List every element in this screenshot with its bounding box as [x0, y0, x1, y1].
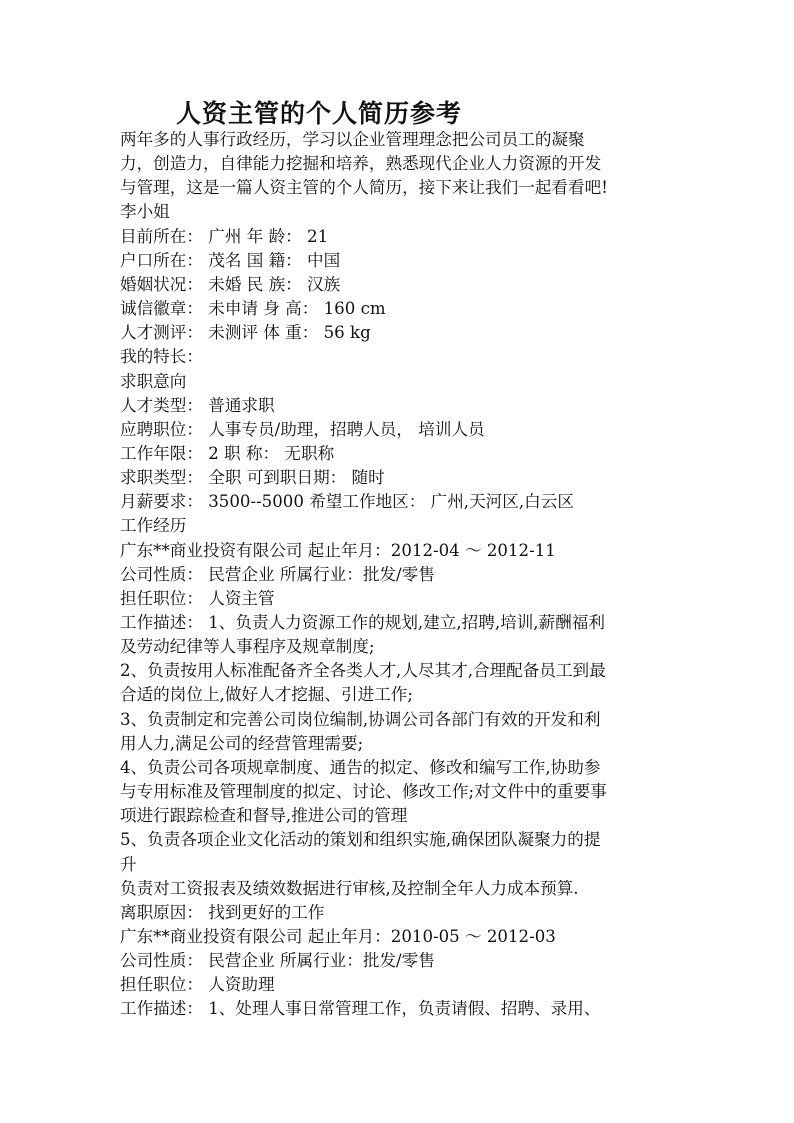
- text-line: [120, 611, 676, 635]
- text-line: [120, 394, 676, 418]
- text-line: [120, 683, 676, 707]
- text-line: [120, 418, 676, 442]
- text-line: [120, 176, 676, 200]
- text-line: [120, 756, 676, 780]
- text-line: [120, 973, 676, 997]
- text-line-content: 公司性质： 民营企业 所属行业：批发/零售: [120, 564, 435, 584]
- text-line: [120, 321, 676, 345]
- text-line: [120, 635, 676, 659]
- text-line: [120, 490, 676, 514]
- text-line: [120, 514, 676, 538]
- text-line: [120, 466, 676, 490]
- text-line-content: 目前所在： 广州 年 龄： 21: [120, 226, 329, 246]
- text-line: [120, 732, 676, 756]
- text-line-content: 4、负责公司各项规章制度、通告的拟定、修改和编写工作,协助参: [120, 757, 601, 777]
- text-line: [120, 949, 676, 973]
- text-line: [120, 345, 676, 369]
- text-line-content: 用人力,满足公司的经营管理需要;: [120, 733, 364, 753]
- text-line: [120, 273, 676, 297]
- text-line: [120, 708, 676, 732]
- text-line-content: 户口所在： 茂名 国 籍： 中国: [120, 250, 341, 270]
- text-line: [120, 297, 676, 321]
- text-line-content: 月薪要求： 3500--5000 希望工作地区： 广州,天河区,白云区: [120, 492, 574, 512]
- text-line: [120, 659, 676, 683]
- text-line-content: 公司性质： 民营企业 所属行业：批发/零售: [120, 951, 435, 971]
- text-line: [120, 997, 676, 1021]
- text-line-content: 及劳动纪律等人事程序及规章制度;: [120, 637, 375, 657]
- text-line: [120, 442, 676, 466]
- text-line-content: 两年多的人事行政经历，学习以企业管理理念把公司员工的凝聚: [120, 130, 585, 149]
- text-line-content: 离职原因： 找到更好的工作: [120, 902, 325, 922]
- text-line-content: 升: [120, 854, 137, 874]
- text-line-content: 诚信徽章： 未申请 身 高： 160 cm: [120, 299, 386, 319]
- text-line-content: 工作描述： 1、处理人事日常管理工作，负责请假、招聘、录用、: [120, 999, 601, 1019]
- text-line-content: 广东**商业投资有限公司 起止年月：2010-05 ～ 2012-03: [120, 926, 556, 946]
- text-line-content: 与专用标准及管理制度的拟定、讨论、修改工作;对文件中的重要事: [120, 782, 607, 802]
- text-line: [120, 877, 676, 901]
- text-line: [120, 780, 676, 804]
- text-line-content: 合适的岗位上,做好人才挖掘、引进工作;: [120, 685, 413, 705]
- text-line: [120, 539, 676, 563]
- text-line-content: 广东**商业投资有限公司 起止年月：2012-04 ～ 2012-11: [120, 540, 556, 560]
- text-line: [120, 853, 676, 877]
- text-line-content: 人才测评： 未测评 体 重： 56 kg: [120, 323, 371, 343]
- text-line-content: 2、负责按用人标准配备齐全各类人才,人尽其才,合理配备员工到最: [120, 661, 606, 681]
- text-line-content: 3、负责制定和完善公司岗位编制,协调公司各部门有效的开发和利: [120, 709, 601, 729]
- text-line-content: 与管理，这是一篇人资主管的个人简历，接下来让我们一起看看吧!: [120, 178, 608, 198]
- text-line: [120, 249, 676, 273]
- text-line: [120, 152, 676, 176]
- text-line: [120, 925, 676, 949]
- text-line-content: 工作描述： 1、负责人力资源工作的规划,建立,招聘,培训,薪酬福利: [120, 613, 605, 632]
- text-line: [120, 804, 676, 828]
- text-line-content: 求职类型： 全职 可到职日期： 随时: [120, 468, 385, 488]
- text-line-content: 担任职位： 人资助理: [120, 975, 275, 995]
- text-line: [120, 901, 676, 925]
- text-line-content: 李小姐: [120, 202, 170, 222]
- text-line-content: 担任职位： 人资主管: [120, 588, 275, 608]
- text-line: [120, 128, 676, 152]
- text-line-content: 人才类型： 普通求职: [120, 395, 275, 415]
- text-line-content: 求职意向: [120, 371, 187, 391]
- text-line: [120, 225, 676, 249]
- text-line: [120, 587, 676, 611]
- document-title: 人资主管的个人简历参考: [176, 99, 463, 128]
- text-line-content: 负责对工资报表及绩效数据进行审核,及控制全年人力成本预算.: [120, 878, 579, 898]
- text-line-content: 工作年限： 2 职 称： 无职称: [120, 443, 335, 463]
- text-line-content: 应聘职位： 人事专员/助理，招聘人员， 培训人员: [120, 419, 485, 439]
- text-line-content: 项进行跟踪检查和督导,推进公司的管理: [120, 806, 408, 826]
- text-line: [120, 200, 676, 224]
- text-line-content: 婚姻状况： 未婚 民 族： 汉族: [120, 274, 341, 294]
- text-line-content: 5、负责各项企业文化活动的策划和组织实施,确保团队凝聚力的提: [120, 830, 601, 850]
- text-line-content: 力，创造力，自律能力挖掘和培养，熟悉现代企业人力资源的开发: [120, 154, 602, 174]
- text-line: [120, 370, 676, 394]
- text-line-content: 我的特长：: [120, 347, 203, 367]
- text-line: [120, 563, 676, 587]
- text-line: [120, 828, 676, 852]
- text-line-content: 工作经历: [120, 516, 187, 536]
